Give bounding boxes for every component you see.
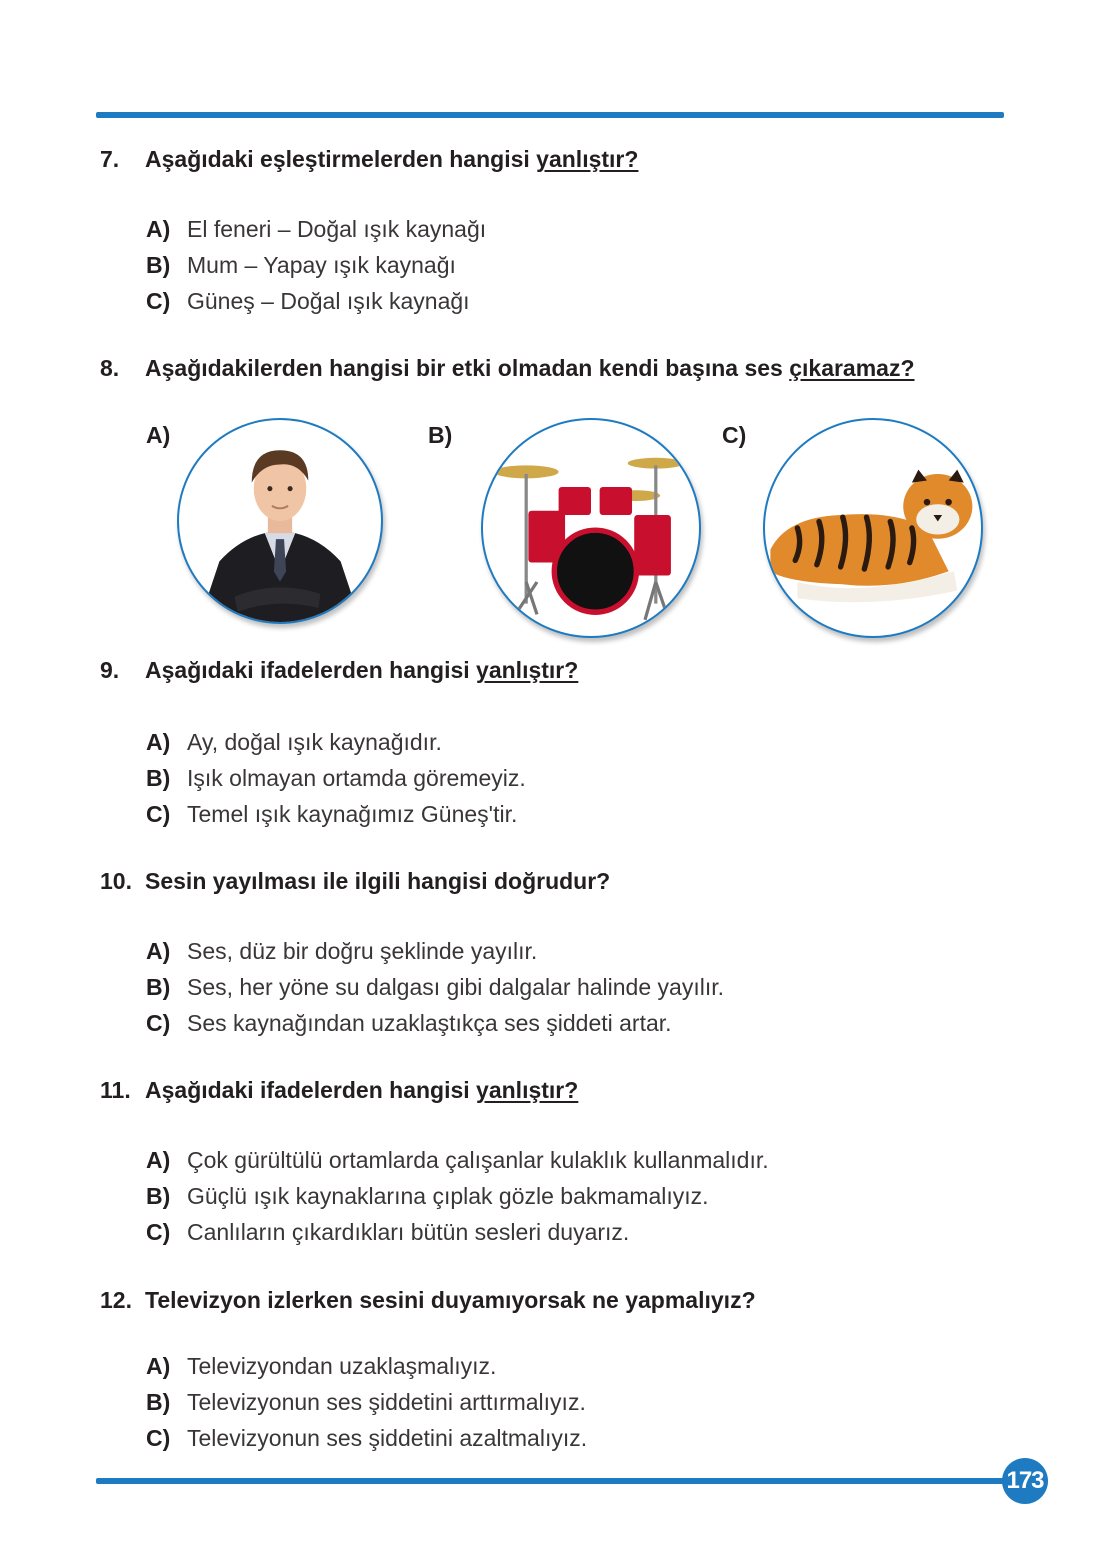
question-number: 10.	[100, 868, 132, 894]
options-10	[146, 936, 1046, 1044]
question-text: Aşağıdaki ifadelerden hangisi	[145, 657, 477, 683]
option-b[interactable]	[146, 1387, 1046, 1423]
option-c[interactable]	[146, 799, 1046, 835]
option-letter: C)	[146, 801, 171, 827]
option-a[interactable]	[146, 214, 1046, 250]
option-c[interactable]	[146, 1423, 1046, 1459]
image-option-b-label[interactable]: B)	[428, 422, 453, 448]
question-text: Aşağıdaki eşleştirmelerden hangisi	[145, 146, 537, 172]
question-12	[100, 1286, 1040, 1314]
option-b[interactable]	[146, 972, 1046, 1008]
option-text: Televizyonun ses şiddetini arttırmalıyız.	[187, 1389, 586, 1415]
option-letter: B)	[146, 765, 171, 791]
question-number: 7.	[100, 146, 120, 172]
question-number: 9.	[100, 657, 120, 683]
question-text: Televizyon izlerken sesini duyamıyorsak ne yapmalıyız?	[145, 1287, 756, 1313]
image-option-a[interactable]	[177, 418, 383, 624]
option-text: Ses kaynağından uzaklaştıkça ses şiddeti artar.	[187, 1010, 672, 1036]
question-8	[100, 354, 1040, 382]
option-text: Canlıların çıkardıkları bütün sesleri duyarız.	[187, 1219, 630, 1245]
option-letter: A)	[146, 216, 171, 242]
option-a[interactable]	[146, 936, 1046, 972]
option-b[interactable]	[146, 763, 1046, 799]
option-text: Televizyondan uzaklaşmalıyız.	[187, 1353, 497, 1379]
option-text: Mum – Yapay ışık kaynağı	[187, 252, 456, 278]
tiger-image	[765, 420, 981, 636]
options-12	[146, 1351, 1046, 1459]
question-number: 12.	[100, 1287, 132, 1313]
option-text: Ses, düz bir doğru şeklinde yayılır.	[187, 938, 538, 964]
option-text: Ses, her yöne su dalgası gibi dalgalar halinde yayılır.	[187, 974, 724, 1000]
drum-kit-image	[483, 420, 699, 636]
question-number: 8.	[100, 355, 120, 381]
option-text: Işık olmayan ortamda göremeyiz.	[187, 765, 526, 791]
option-a[interactable]	[146, 1351, 1046, 1387]
option-b[interactable]	[146, 1181, 1046, 1217]
option-c[interactable]	[146, 1217, 1046, 1253]
top-rule	[96, 112, 1004, 118]
question-text: Aşağıdaki ifadelerden hangisi	[145, 1077, 477, 1103]
question-emphasis: çıkaramaz?	[789, 355, 915, 381]
options-11	[146, 1145, 1046, 1253]
option-letter: B)	[146, 1183, 171, 1209]
options-9	[146, 727, 1046, 835]
image-option-c-label[interactable]: C)	[722, 422, 747, 448]
option-letter: B)	[146, 974, 171, 1000]
bottom-rule	[96, 1478, 1016, 1484]
image-option-c[interactable]	[763, 418, 983, 638]
question-number: 11.	[100, 1077, 131, 1103]
man-in-suit-image	[179, 420, 381, 622]
option-letter: C)	[146, 1425, 171, 1451]
question-10	[100, 867, 1040, 895]
option-text: Televizyonun ses şiddetini azaltmalıyız.	[187, 1425, 588, 1451]
option-c[interactable]	[146, 1008, 1046, 1044]
question-emphasis: yanlıştır?	[476, 657, 579, 683]
question-9	[100, 656, 1040, 684]
option-text: El feneri – Doğal ışık kaynağı	[187, 216, 487, 242]
option-b[interactable]	[146, 250, 1046, 286]
option-text: Çok gürültülü ortamlarda çalışanlar kulaklık kullanmalıdır.	[187, 1147, 769, 1173]
option-letter: B)	[146, 1389, 171, 1415]
question-7	[100, 145, 1040, 173]
image-option-b[interactable]	[481, 418, 701, 638]
option-a[interactable]	[146, 727, 1046, 763]
question-11	[100, 1076, 1040, 1104]
option-text: Temel ışık kaynağımız Güneş'tir.	[187, 801, 518, 827]
option-letter: C)	[146, 1219, 171, 1245]
options-7	[146, 214, 1046, 322]
option-letter: C)	[146, 1010, 171, 1036]
option-a[interactable]	[146, 1145, 1046, 1181]
option-text: Güçlü ışık kaynaklarına çıplak gözle bakmamalıyız.	[187, 1183, 709, 1209]
image-option-a-label[interactable]: A)	[146, 422, 171, 448]
option-letter: A)	[146, 729, 171, 755]
page-number-badge: 173	[1002, 1458, 1048, 1504]
option-letter: C)	[146, 288, 171, 314]
question-text: Sesin yayılması ile ilgili hangisi doğrudur?	[145, 868, 611, 894]
option-letter: A)	[146, 1147, 171, 1173]
option-c[interactable]	[146, 286, 1046, 322]
option-letter: A)	[146, 1353, 171, 1379]
option-letter: A)	[146, 938, 171, 964]
option-letter: B)	[146, 252, 171, 278]
option-text: Ay, doğal ışık kaynağıdır.	[187, 729, 442, 755]
question-emphasis: yanlıştır?	[476, 1077, 579, 1103]
option-text: Güneş – Doğal ışık kaynağı	[187, 288, 470, 314]
question-text: Aşağıdakilerden hangisi bir etki olmadan kendi başına ses	[145, 355, 790, 381]
question-emphasis: yanlıştır?	[536, 146, 639, 172]
